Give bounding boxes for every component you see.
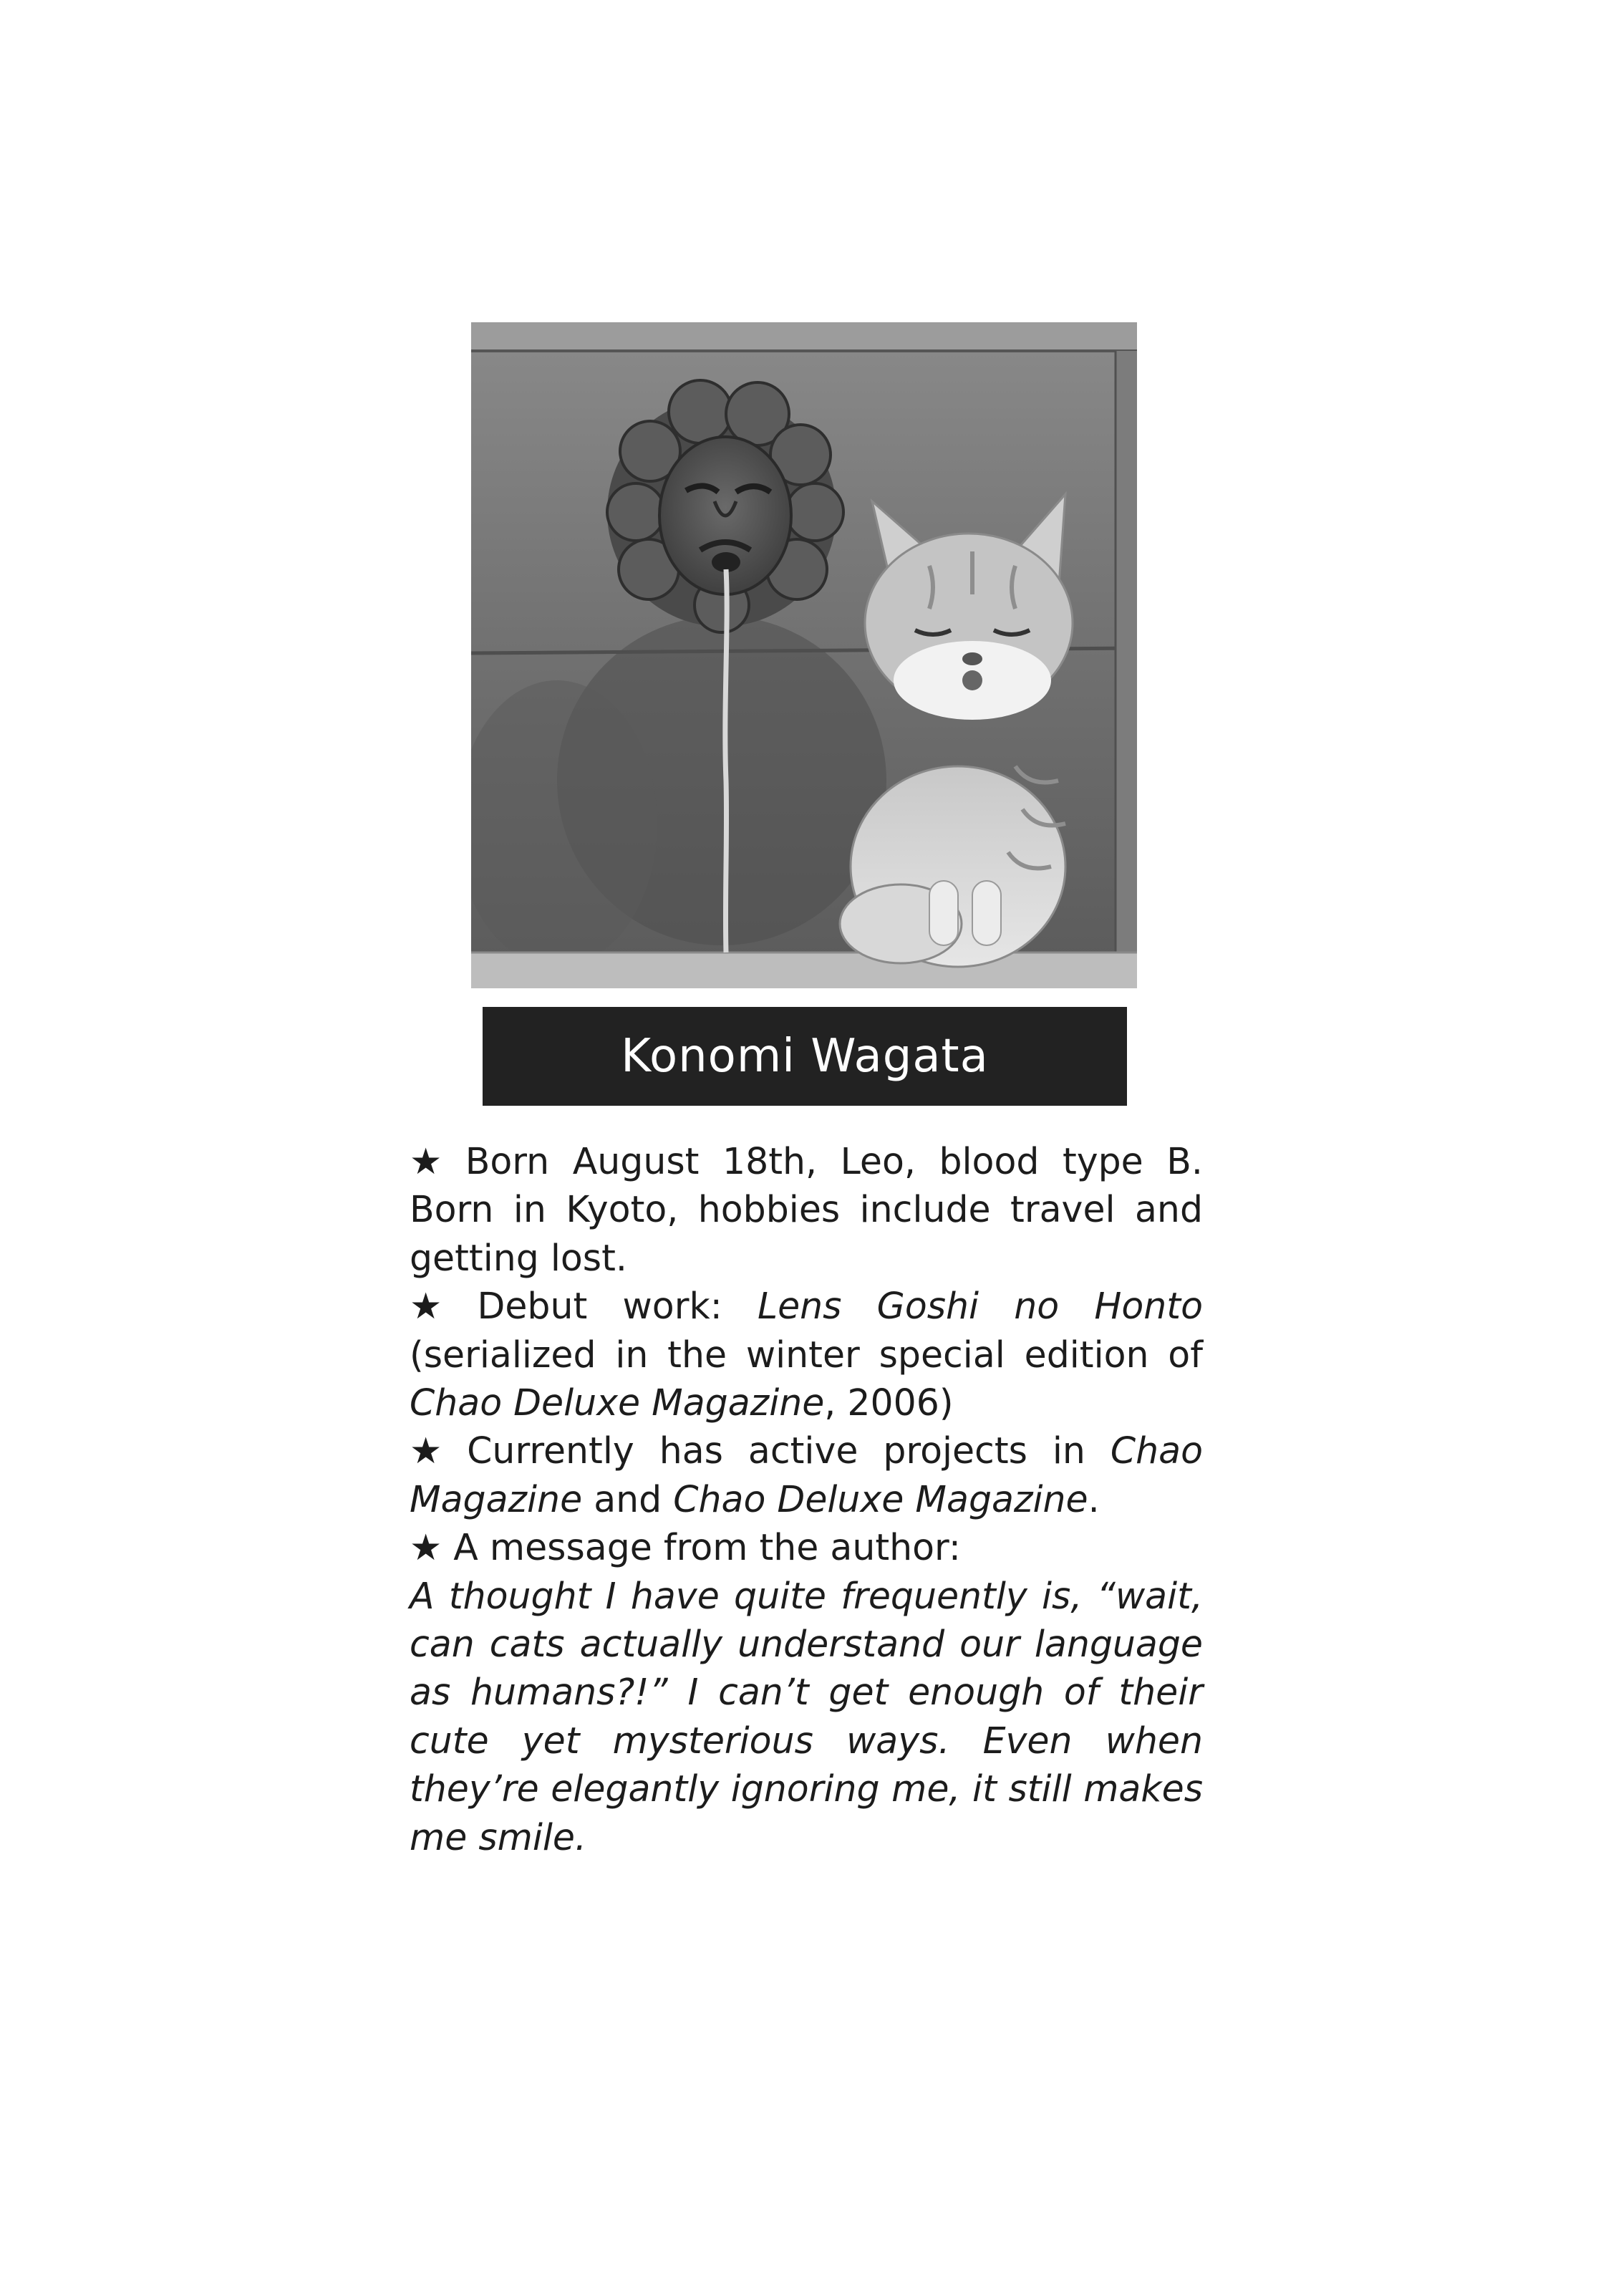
author-name-banner <box>483 1007 1127 1106</box>
debut-detail: (serialized in the winter special edition of <box>410 1333 1203 1376</box>
debut-title: Lens Goshi no Honto <box>757 1285 1203 1328</box>
bio-birth-paragraph <box>410 1137 1203 1282</box>
projects-magazine-1: Chao Magazine <box>410 1429 1203 1520</box>
projects-label: Currently has active projects in <box>467 1429 1111 1472</box>
bio-message-heading <box>410 1523 1203 1571</box>
star-icon: ★ <box>410 1285 466 1328</box>
author-bio <box>410 1137 1203 1861</box>
projects-magazine-2: Chao Deluxe Magazine <box>673 1477 1088 1520</box>
projects-end: . <box>1088 1477 1100 1520</box>
star-icon: ★ <box>410 1140 454 1182</box>
author-photo <box>471 322 1137 988</box>
author-name: Konomi Wagata <box>621 1030 989 1083</box>
debut-year: , 2006) <box>824 1381 954 1424</box>
projects-and: and <box>582 1477 674 1520</box>
message-heading-text: A message from the author: <box>453 1526 961 1569</box>
lion-fountain-cat-image <box>471 322 1137 988</box>
bio-projects-paragraph <box>410 1427 1203 1523</box>
debut-magazine: Chao Deluxe Magazine <box>410 1381 825 1424</box>
debut-label: Debut work: <box>477 1285 758 1328</box>
star-icon: ★ <box>410 1526 442 1569</box>
star-icon: ★ <box>410 1429 456 1472</box>
bio-debut-paragraph <box>410 1282 1203 1427</box>
bio-birth-text: Born August 18th, Leo, blood type B. Born in Kyoto, hobbies include travel and getting lost. <box>410 1140 1203 1279</box>
author-message: A thought I have quite frequently is, “wait, can cats actually understand our language as humans?!” I can’t get enough of their cute yet mysterious ways. Even when they’re elegantly ignoring me, it still makes me smile. <box>410 1574 1203 1858</box>
